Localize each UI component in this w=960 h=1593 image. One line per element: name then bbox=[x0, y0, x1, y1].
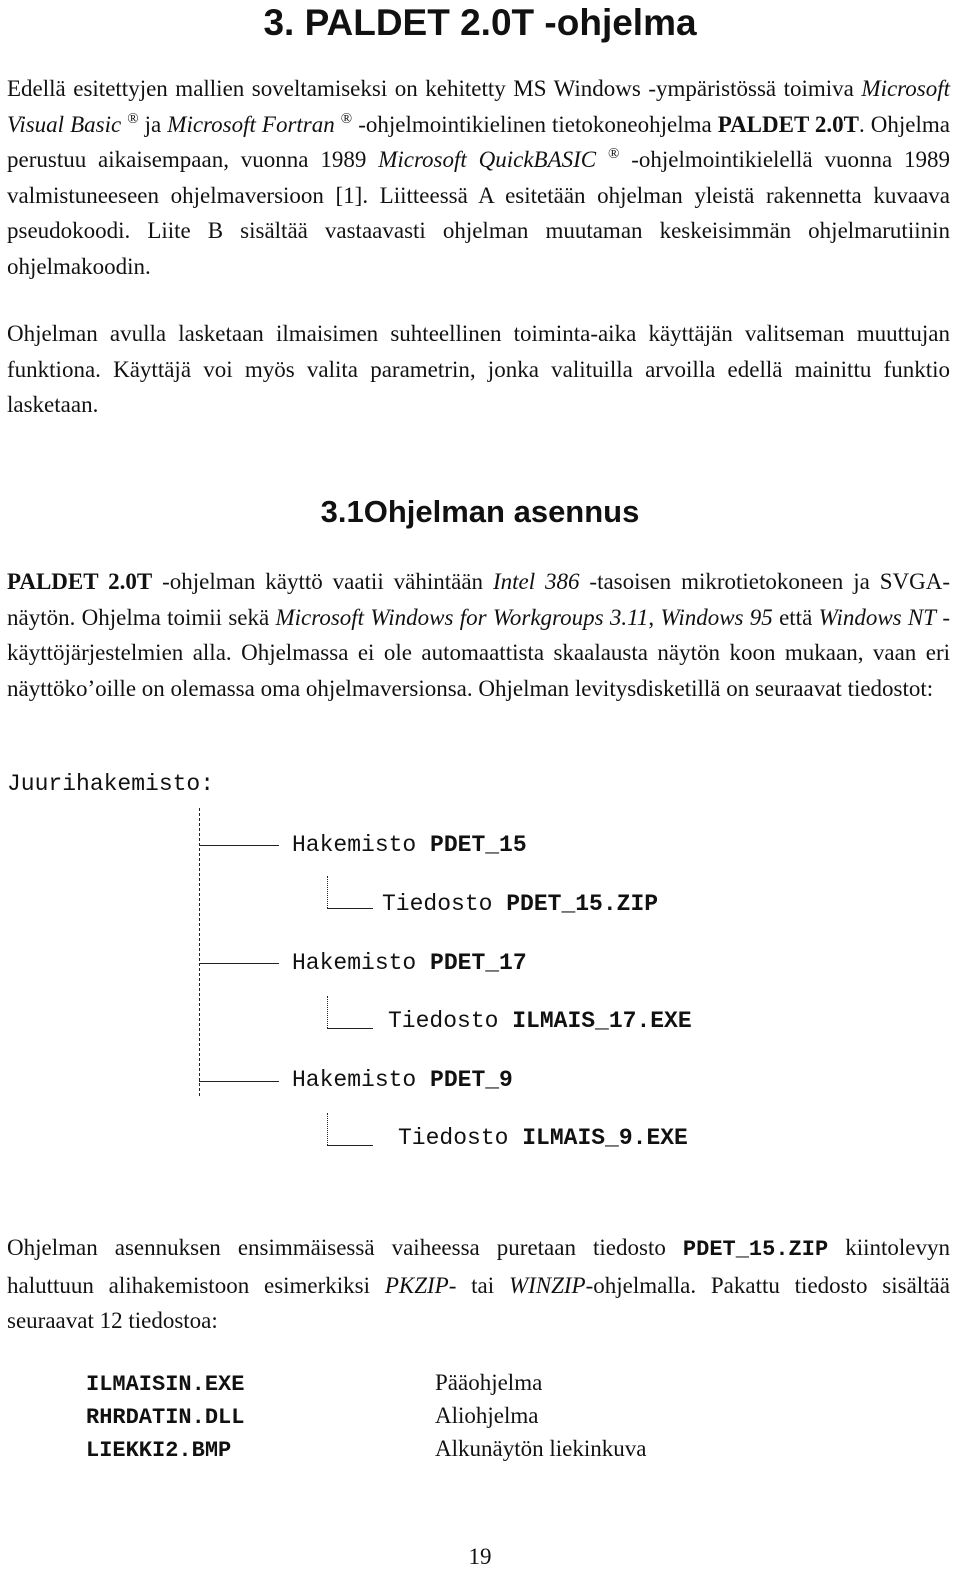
product-name-quickbasic: Microsoft QuickBASIC bbox=[378, 147, 597, 173]
install-paragraph-2 bbox=[7, 1230, 950, 1339]
tree-directory-entry bbox=[292, 1067, 513, 1093]
tree-branch-line bbox=[199, 1081, 279, 1082]
intro-paragraph-2: Ohjelman avulla lasketaan ilmaisimen suhteellinen toiminta-aika käyttäjän valitseman muuttujan funktiona. Käyttäjä voi myös valita parametrin, jonka valituilla arvoilla edellä mainittu funktio lasketaan. bbox=[7, 321, 950, 418]
page-number: 19 bbox=[468, 1544, 492, 1569]
text-run: , bbox=[648, 604, 661, 630]
tree-subbranch-line bbox=[327, 876, 328, 908]
tree-directory-entry bbox=[292, 832, 527, 858]
directory-word: Hakemisto bbox=[292, 950, 417, 976]
registered-mark: ® bbox=[607, 146, 620, 163]
text-run: . Ohjelma perustuu aikaisempaan, vuonna 1989 bbox=[7, 111, 951, 173]
tree-subbranch-line bbox=[327, 1028, 373, 1029]
tree-file-entry bbox=[398, 1125, 688, 1151]
tree-subbranch-line bbox=[327, 1113, 328, 1145]
file-name: ILMAIS_17.EXE bbox=[512, 1008, 692, 1034]
file-list-row bbox=[86, 1372, 886, 1404]
text-run: Ohjelman asennuksen ensimmäisessä vaiheessa puretaan tiedosto bbox=[7, 1235, 683, 1260]
product-name-fortran: Microsoft Fortran bbox=[167, 111, 335, 137]
tree-file-entry bbox=[382, 891, 658, 917]
archive-file-name: PDET_15.ZIP bbox=[682, 1237, 829, 1262]
directory-word: Hakemisto bbox=[292, 1067, 417, 1093]
tree-branch-line bbox=[199, 845, 279, 846]
directory-name: PDET_15 bbox=[430, 832, 527, 858]
chapter-title: 3. PALDET 2.0T -ohjelma bbox=[263, 2, 697, 43]
file-list-description: Alkunäytön liekinkuva bbox=[435, 1436, 647, 1461]
text-run: ja bbox=[138, 111, 168, 137]
file-list-description: Pääohjelma bbox=[435, 1370, 543, 1395]
registered-mark: ® bbox=[127, 110, 139, 127]
cpu-name: Intel 386 bbox=[492, 569, 580, 594]
tree-trunk-line bbox=[199, 808, 200, 1096]
tree-subbranch-line bbox=[327, 908, 373, 909]
product-name-visual-basic: Microsoft Visual Basic bbox=[7, 76, 950, 137]
text-run: -ohjelmointikielinen tietokoneohjelma bbox=[352, 111, 718, 137]
text-run: -ohjelmalla. Pakattu tiedosto sisältää seuraavat 12 tiedostoa: bbox=[7, 1272, 950, 1334]
file-list-name: LIEKKI2.BMP bbox=[86, 1438, 232, 1463]
file-list-name: RHRDATIN.DLL bbox=[86, 1405, 245, 1430]
tree-branch-line bbox=[199, 963, 279, 964]
tree-root-label: Juurihakemisto: bbox=[7, 771, 215, 797]
intro-paragraph-1 bbox=[7, 71, 950, 285]
file-word: Tiedosto bbox=[382, 891, 493, 917]
text-run: että bbox=[772, 604, 819, 630]
file-name: ILMAIS_9.EXE bbox=[522, 1125, 688, 1151]
text-run: kiintolevyn haluttuun alihakemistoon esimerkiksi bbox=[7, 1235, 950, 1298]
directory-name: PDET_9 bbox=[430, 1067, 513, 1093]
tree-subbranch-line bbox=[327, 1145, 373, 1146]
tree-file-entry bbox=[388, 1008, 692, 1034]
file-list-name: ILMAISIN.EXE bbox=[86, 1372, 245, 1397]
os-name-w95: Windows 95 bbox=[660, 604, 773, 630]
section-title: 3.1Ohjelman asennus bbox=[320, 494, 640, 529]
file-word: Tiedosto bbox=[398, 1125, 509, 1151]
text-run: - tai bbox=[448, 1272, 509, 1298]
file-name: PDET_15.ZIP bbox=[506, 891, 659, 917]
file-list-row bbox=[86, 1405, 886, 1437]
directory-name: PDET_17 bbox=[430, 950, 527, 976]
program-name: PALDET 2.0T bbox=[717, 111, 860, 137]
text-run: -käyttöjärjestelmien alla. Ohjelmassa ei ole automaattista skaalausta näytön koon mukaan, vaan eri näyttöko’oille on olemassa oma ohjelmaversionsa. Ohjelman levitysdisketillä on seuraavat tiedostot: bbox=[7, 604, 950, 701]
program-name: PALDET 2.0T bbox=[7, 569, 153, 594]
file-list-row bbox=[86, 1438, 886, 1470]
tool-name-pkzip: PKZIP bbox=[384, 1272, 449, 1298]
text-run: Edellä esitettyjen mallien soveltamiseksi on kehitetty MS Windows -ympäristössä toimiva bbox=[7, 76, 862, 101]
os-name-wfw: Microsoft Windows for Workgroups 3.11 bbox=[275, 604, 649, 630]
file-list-description: Aliohjelma bbox=[435, 1403, 539, 1428]
tool-name-winzip: WINZIP bbox=[508, 1272, 586, 1298]
text-run: -ohjelmointikielellä vuonna 1989 valmistuneeseen ohjelmaversioon [1]. Liitteessä A esitetään ohjelman yleistä rakennetta kuvaava pseudokoodi. Liite B sisältää vastaavasti ohjelman muutaman keskeisimmän ohjelmarutiinin ohjelmakoodin. bbox=[7, 147, 951, 279]
text-run: -ohjelman käyttö vaatii vähintään bbox=[152, 569, 493, 594]
text-run: -tasoisen mikrotietokoneen ja SVGA-näytön. Ohjelma toimii sekä bbox=[7, 569, 950, 630]
registered-mark: ® bbox=[340, 110, 353, 127]
tree-directory-entry bbox=[292, 950, 527, 976]
tree-subbranch-line bbox=[327, 996, 328, 1028]
install-paragraph-1 bbox=[7, 564, 950, 706]
directory-word: Hakemisto bbox=[292, 832, 417, 858]
file-word: Tiedosto bbox=[388, 1008, 499, 1034]
os-name-nt: Windows NT bbox=[818, 604, 937, 630]
